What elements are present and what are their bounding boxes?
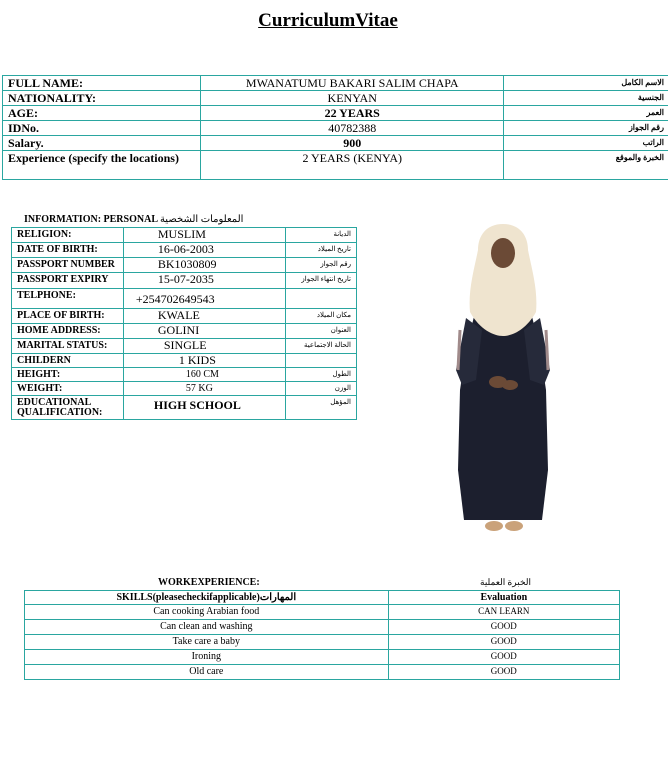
table-row: [12, 309, 357, 324]
row-arabic: الحالة الاجتماعية: [286, 339, 357, 354]
row-arabic: رقم الجواز: [504, 121, 668, 136]
row-label: HEIGHT:: [12, 368, 124, 382]
row-label: PLACE OF BIRTH:: [12, 309, 124, 324]
skill-cell: Take care a baby: [25, 635, 389, 650]
row-label: CHILDERN: [12, 354, 124, 368]
row-value: 2 YEARS (KENYA): [201, 151, 504, 180]
row-arabic: العمر: [504, 106, 668, 121]
row-value: 40782388: [201, 121, 504, 136]
row-arabic: تاريخ الميلاد: [286, 243, 357, 258]
row-label: PASSPORT NUMBER: [12, 258, 124, 273]
personal-heading: [24, 214, 243, 225]
work-heading-arabic: الخبرة العملية: [480, 577, 532, 587]
row-value: MUSLIM: [123, 228, 286, 243]
row-arabic: الاسم الكامل: [504, 76, 668, 91]
row-label: MARITAL STATUS:: [12, 339, 124, 354]
table-row: [3, 91, 668, 106]
skill-cell: Can cooking Arabian food: [25, 605, 389, 620]
row-arabic: الديانة: [286, 228, 357, 243]
row-value: KWALE: [123, 309, 286, 324]
row-arabic: الجنسية: [504, 91, 668, 106]
table-row: [12, 382, 357, 396]
row-arabic: [286, 354, 357, 368]
row-label: PASSPORT EXPIRY: [12, 273, 124, 289]
page-title: CurriculumVitae: [258, 10, 398, 31]
row-label: TELPHONE:: [12, 289, 124, 309]
row-value: +254702649543: [123, 289, 286, 309]
row-label: WEIGHT:: [12, 382, 124, 396]
table-row: [12, 354, 357, 368]
table-row: [12, 339, 357, 354]
skills-header-arabic: المهارات: [259, 592, 297, 603]
row-arabic: العنوان: [286, 324, 357, 339]
eval-cell: GOOD: [388, 620, 619, 635]
row-value: GOLINI: [123, 324, 286, 339]
row-value: 900: [201, 136, 504, 151]
table-row: [25, 635, 620, 650]
row-label: Salary.: [3, 136, 201, 151]
skill-cell: Ironing: [25, 650, 389, 665]
row-value: 22 YEARS: [201, 106, 504, 121]
row-value: 160 CM: [123, 368, 286, 382]
table-row: [3, 76, 668, 91]
work-heading: WORKEXPERIENCE:: [158, 577, 260, 588]
table-row: [12, 228, 357, 243]
row-label: RELIGION:: [12, 228, 124, 243]
candidate-photo: [446, 220, 560, 536]
table-row: [3, 121, 668, 136]
skill-cell: Old care: [25, 665, 389, 680]
personal-heading-arabic: المعلومات الشخصية: [159, 214, 244, 225]
row-arabic: تاريخ انتهاء الجواز: [286, 273, 357, 289]
row-value: 15-07-2035: [123, 273, 286, 289]
row-value: HIGH SCHOOL: [123, 396, 286, 420]
table-row: [25, 665, 620, 680]
table-row: [12, 243, 357, 258]
row-value: 16-06-2003: [123, 243, 286, 258]
row-arabic: الطول: [286, 368, 357, 382]
row-arabic: الخبرة والموقع: [504, 151, 668, 180]
skill-cell: Can clean and washing: [25, 620, 389, 635]
table-row: [3, 136, 668, 151]
row-arabic: المؤهل: [286, 396, 357, 420]
eval-cell: GOOD: [388, 665, 619, 680]
table-row: [12, 258, 357, 273]
evaluation-header: Evaluation: [388, 591, 619, 605]
row-label: EDUCATIONAL QUALIFICATION:: [12, 396, 124, 420]
table-row: [25, 605, 620, 620]
table-row: [25, 650, 620, 665]
row-arabic: الوزن: [286, 382, 357, 396]
row-label: IDNo.: [3, 121, 201, 136]
table-row: [25, 620, 620, 635]
row-value: MWANATUMU BAKARI SALIM CHAPA: [201, 76, 504, 91]
table-row: [12, 368, 357, 382]
personal-info-table: [11, 227, 357, 420]
row-label: AGE:: [3, 106, 201, 121]
row-value: 57 KG: [123, 382, 286, 396]
row-arabic: الراتب: [504, 136, 668, 151]
row-value: SINGLE: [123, 339, 286, 354]
table-row: [3, 106, 668, 121]
table-row: [12, 289, 357, 309]
row-label: NATIONALITY:: [3, 91, 201, 106]
eval-cell: CAN LEARN: [388, 605, 619, 620]
row-arabic: رقم الجواز: [286, 258, 357, 273]
eval-cell: GOOD: [388, 635, 619, 650]
row-value: KENYAN: [201, 91, 504, 106]
row-value: BK1030809: [123, 258, 286, 273]
skills-header: [25, 591, 389, 605]
row-arabic: مكان الميلاد: [286, 309, 357, 324]
eval-cell: GOOD: [388, 650, 619, 665]
table-row: [12, 396, 357, 420]
row-label: HOME ADDRESS:: [12, 324, 124, 339]
table-row: [12, 324, 357, 339]
row-label: Experience (specify the locations): [3, 151, 201, 180]
table-row: [3, 151, 668, 180]
main-info-table: [2, 75, 668, 180]
row-label: DATE OF BIRTH:: [12, 243, 124, 258]
table-header: [25, 591, 620, 605]
row-label: FULL NAME:: [3, 76, 201, 91]
skills-table: [24, 590, 620, 680]
row-value: 1 KIDS: [123, 354, 286, 368]
table-row: [12, 273, 357, 289]
skills-header-text: SKILLS(pleasecheckifapplicable): [116, 592, 260, 603]
personal-heading-text: INFORMATION: PERSONAL: [24, 214, 158, 225]
row-arabic: [286, 289, 357, 309]
